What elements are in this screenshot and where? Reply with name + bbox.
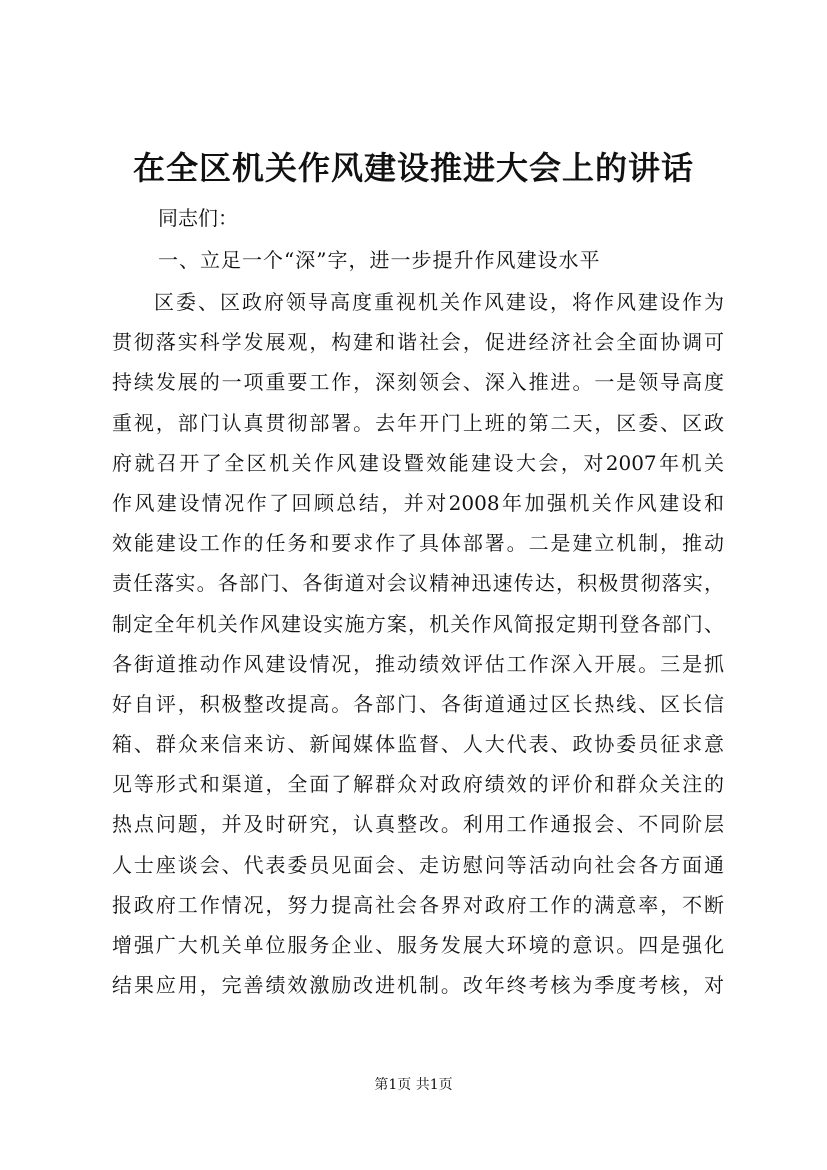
paragraph-line: 区委、区政府领导高度重视机关作风建设，将作风建设作为 — [154, 290, 724, 314]
page-number-footer: 第1页 共1页 — [374, 1077, 453, 1093]
paragraph-line: 箱、群众来信来访、新闻媒体监督、人大代表、政协委员征求意 — [112, 732, 724, 757]
paragraph-line: 各街道推动作风建设情况，推动绩效评估工作深入开展。三是抓 — [112, 651, 724, 676]
paragraph-line: 贯彻落实科学发展观，构建和谐社会，促进经济社会全面协调可 — [112, 330, 724, 355]
section-heading: 一、立足一个“深”字，进一步提升作风建设水平 — [158, 248, 601, 272]
paragraph-line: 结果应用，完善绩效激励改进机制。改年终考核为季度考核，对 — [112, 973, 724, 998]
page-title: 在全区机关作风建设推进大会上的讲话 — [132, 149, 694, 187]
paragraph-line: 府就召开了全区机关作风建设暨效能建设大会，对2007年机关 — [112, 450, 724, 475]
salutation: 同志们： — [158, 206, 238, 230]
body-paragraph — [112, 282, 724, 1005]
paragraph-line: 持续发展的一项重要工作，深刻领会、深入推进。一是领导高度 — [112, 370, 724, 395]
paragraph-line: 责任落实。各部门、各街道对会议精神迅速传达，积极贯彻落实， — [112, 571, 724, 596]
paragraph-line: 制定全年机关作风建设实施方案，机关作风简报定期刊登各部门、 — [112, 611, 724, 636]
paragraph-line: 好自评，积极整改提高。各部门、各街道通过区长热线、区长信 — [112, 691, 724, 716]
paragraph-line: 报政府工作情况，努力提高社会各界对政府工作的满意率，不断 — [112, 892, 724, 917]
paragraph-line: 见等形式和渠道，全面了解群众对政府绩效的评价和群众关注的 — [112, 772, 724, 797]
paragraph-line: 增强广大机关单位服务企业、服务发展大环境的意识。四是强化 — [112, 933, 724, 957]
paragraph-line: 效能建设工作的任务和要求作了具体部署。二是建立机制，推动 — [112, 531, 724, 556]
paragraph-line: 热点问题，并及时研究，认真整改。利用工作通报会、不同阶层 — [112, 812, 724, 837]
paragraph-line: 人士座谈会、代表委员见面会、走访慰问等活动向社会各方面通 — [112, 852, 724, 877]
paragraph-line: 重视，部门认真贯彻部署。去年开门上班的第二天，区委、区政 — [112, 410, 724, 435]
paragraph-line: 作风建设情况作了回顾总结，并对2008年加强机关作风建设和 — [112, 490, 724, 515]
